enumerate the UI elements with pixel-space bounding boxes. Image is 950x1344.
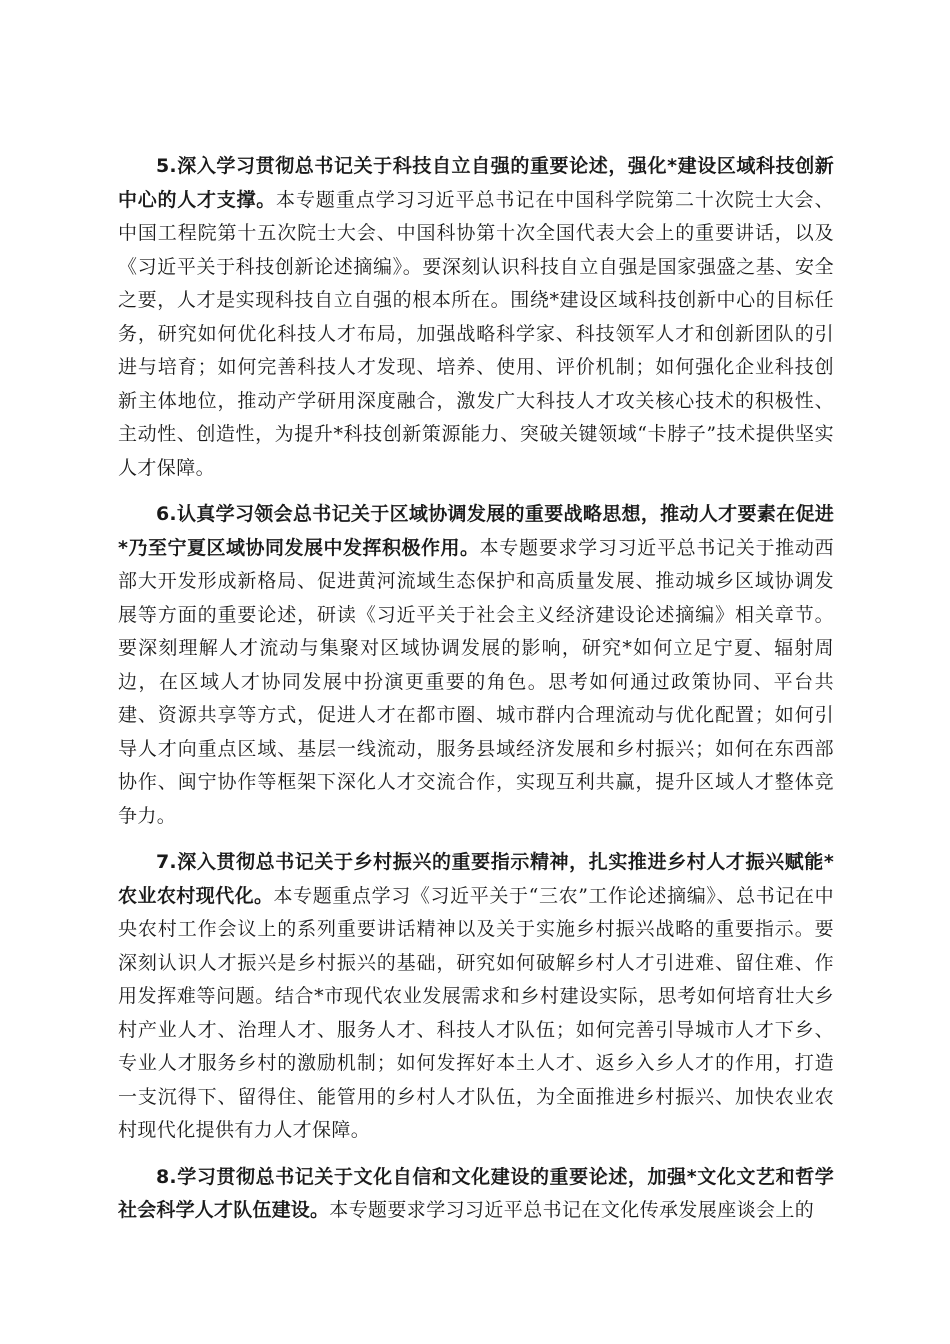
paragraph-body: 本专题要求学习习近平总书记关于推动西部大开发形成新格局、促进黄河流域生态保护和高质量发展、推动城乡区域协调发展等方面的重要论述，研读《习近平关于社会主义经济建设论述摘编》相关章节。要深刻理解人才流动与集聚对区域协调发展的影响，研究*如何立足宁夏、辐射周边，在区域人才协同发展中扮演更重要的角色。思考如何通过政策协同、平台共建、资源共享等方式，促进人才在都市圈、城市群内合理流动与优化配置；如何引导人才向重点区域、基层一线流动，服务县域经济发展和乡村振兴；如何在东西部协作、闽宁协作等框架下深化人才交流合作，实现互利共赢，提升区域人才整体竞争力。 [118, 536, 834, 827]
paragraph-6 [118, 498, 834, 833]
paragraph-body: 本专题重点学习《习近平关于“三农”工作论述摘编》、总书记在中央农村工作会议上的系列重要讲话精神以及关于实施乡村振兴战略的重要指示。要深刻认识人才振兴是乡村振兴的基础，研究如何破解乡村人才引进难、留住难、作用发挥难等问题。结合*市现代农业发展需求和乡村建设实际，思考如何培育壮大乡村产业人才、治理人才、服务人才、科技人才队伍；如何完善引导城市人才下乡、专业人才服务乡村的激励机制；如何发挥好本土人才、返乡入乡人才的作用，打造一支沉得下、留得住、能管用的乡村人才队伍，为全面推进乡村振兴、加快农业农村现代化提供有力人才保障。 [118, 884, 834, 1141]
paragraph-7 [118, 846, 834, 1148]
paragraph-body: 本专题要求学习习近平总书记在文化传承发展座谈会上的 [329, 1199, 815, 1221]
paragraph-5 [118, 150, 834, 485]
paragraph-body: 本专题重点学习习近平总书记在中国科学院第二十次院士大会、中国工程院第十五次院士大会、中国科协第十次全国代表大会上的重要讲话，以及《习近平关于科技创新论述摘编》。要深刻认识科技自立自强是国家强盛之基、安全之要，人才是实现科技自立自强的根本所在。围绕*建设区域科技创新中心的目标任务，研究如何优化科技人才布局，加强战略科学家、科技领军人才和创新团队的引进与培育；如何完善科技人才发现、培养、使用、评价机制；如何强化企业科技创新主体地位，推动产学研用深度融合，激发广大科技人才攻关核心技术的积极性、主动性、创造性，为提升*科技创新策源能力、突破关键领域“卡脖子”技术提供坚实人才保障。 [118, 188, 835, 479]
document-page [118, 150, 834, 1241]
paragraph-heading: 8.学习贯彻总书记关于文化自信和文化建设的重要论述，加强*文化文艺和哲学社会科学人才队伍建设。 [118, 1165, 834, 1221]
paragraph-8 [118, 1161, 834, 1228]
paragraph-heading: 6.认真学习领会总书记关于区域协调发展的重要战略思想，推动人才要素在促进*乃至宁夏区域协同发展中发挥积极作用。 [118, 503, 834, 559]
paragraph-heading: 5.深入学习贯彻总书记关于科技自立自强的重要论述，强化*建设区域科技创新中心的人才支撑。 [118, 155, 834, 211]
paragraph-heading: 7.深入贯彻总书记关于乡村振兴的重要指示精神，扎实推进乡村人才振兴赋能*农业农村现代化。 [118, 851, 834, 907]
